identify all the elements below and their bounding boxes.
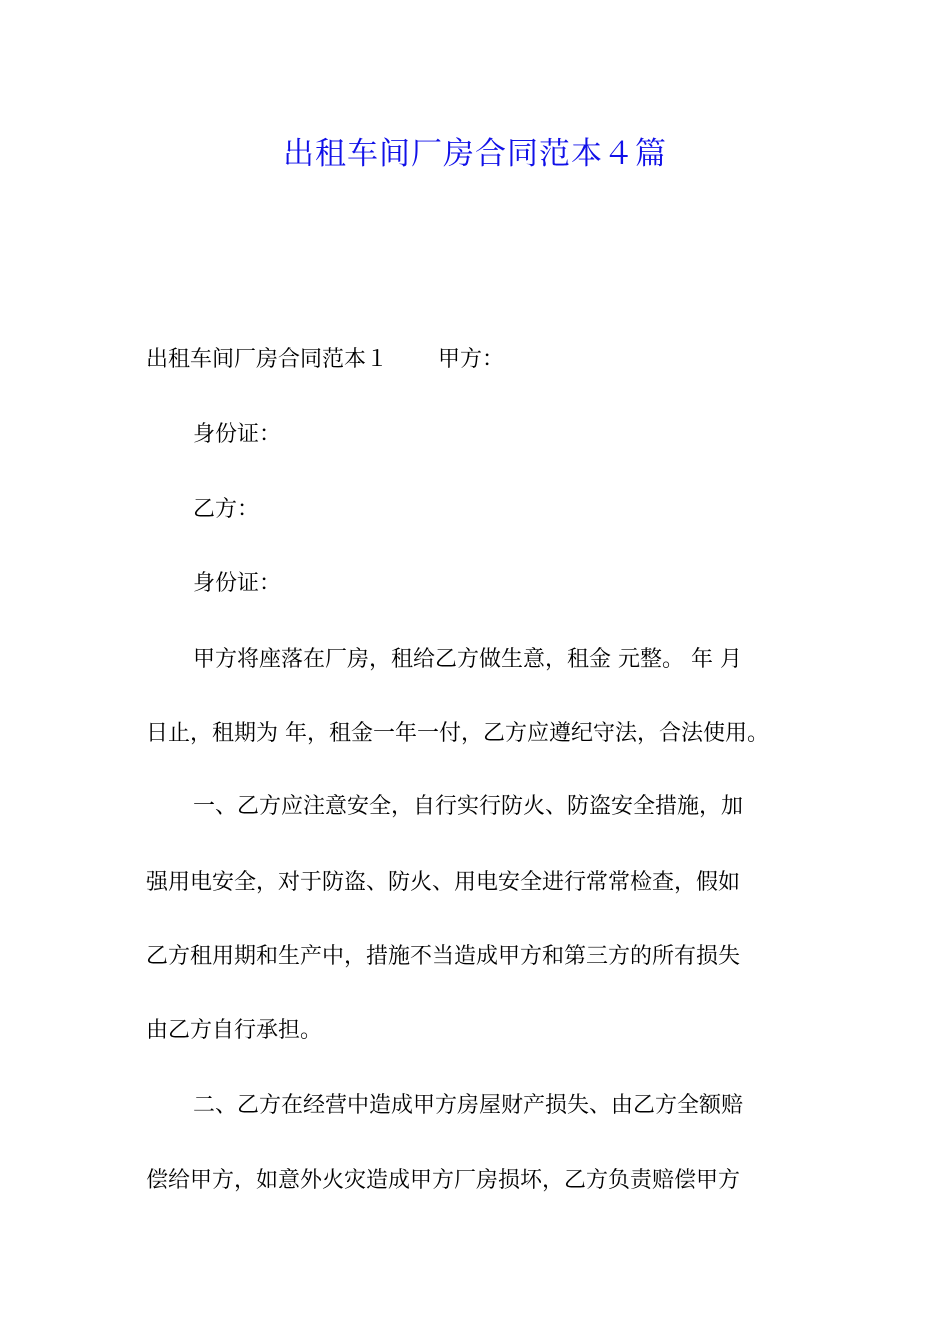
section-heading: 出租车间厂房合同范本１ (146, 347, 389, 372)
party-b-id-label: 身份证： (193, 571, 282, 596)
paragraph-line: 甲方将座落在厂房，租给乙方做生意，租金 元整。 年 月 (193, 647, 742, 672)
paragraph-line: 一、乙方应注意安全，自行实行防火、防盗安全措施，加 (193, 794, 744, 819)
paragraph-line: 强用电安全，对于防盗、防火、用电安全进行常常检查，假如 (146, 870, 741, 895)
document-title: 出租车间厂房合同范本４篇 (283, 136, 667, 172)
section-heading-line (146, 340, 810, 380)
party-b-label: 乙方： (193, 497, 260, 522)
paragraph-line: 日止，租期为 年，租金一年一付，乙方应遵纪守法，合法使用。 (146, 721, 769, 746)
paragraph-line: 乙方租用期和生产中，措施不当造成甲方和第三方的所有损失 (146, 944, 741, 969)
paragraph-line: 由乙方自行承担。 (146, 1018, 323, 1043)
paragraph-line: 偿给甲方，如意外火灾造成甲方厂房损坏，乙方负责赔偿甲方 (146, 1168, 741, 1193)
party-a-label: 甲方： (438, 347, 505, 372)
party-a-id-label: 身份证： (193, 422, 282, 447)
paragraph-line: 二、乙方在经营中造成甲方房屋财产损失、由乙方全额赔 (193, 1093, 744, 1118)
